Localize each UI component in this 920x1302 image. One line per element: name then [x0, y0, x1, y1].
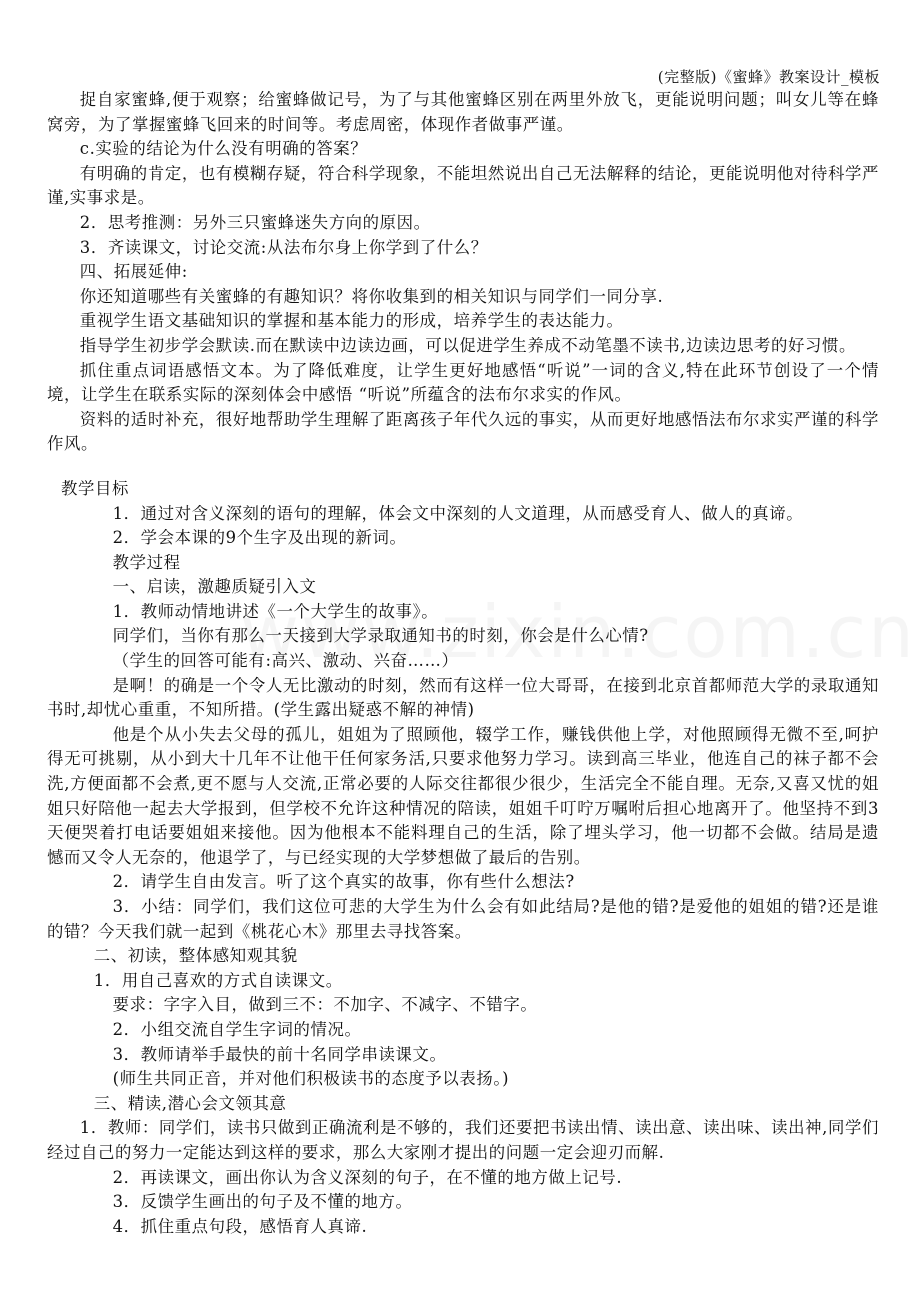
paragraph: （学生的回答可能有:高兴、激动、兴奋……） [112, 651, 459, 671]
paragraph: c.实验的结论为什么没有明确的答案？ [79, 139, 368, 159]
paragraph: 4．抓住重点句段，感悟育人真谛. [112, 1216, 368, 1236]
paragraph: 三、精读,潜心会文领其意 [93, 1093, 287, 1113]
paragraph: 指导学生初步学会默读.而在默读中边读边画，可以促进学生养成不动笔墨不读书,边读边思考的好习惯。 [79, 335, 856, 355]
paragraph: 2．请学生自由发言。听了这个真实的故事，你有些什么想法? [112, 872, 575, 892]
paragraph: 1．教师：同学们，读书只做到正确流利是不够的，我们还要把书读出情、读出意、读出味、读出神,同学们经过自己的努力一定能达到这样的要求，那么大家刚才提出的问题一定会迎刃而解. [47, 1118, 879, 1162]
paragraph: 2．再读课文，画出你认为含义深刻的句子，在不懂的地方做上记号. [112, 1167, 623, 1187]
paragraph: 1．用自己喜欢的方式自读课文。 [93, 970, 343, 990]
paragraph: 教学目标 [61, 478, 129, 498]
paragraph: (师生共同正音，并对他们积极读书的态度予以表扬。) [112, 1069, 510, 1089]
paragraph: 有明确的肯定，也有模糊存疑，符合科学现象，不能坦然说出自己无法解释的结论，更能说明他对待科学严谨,实事求是。 [47, 163, 879, 208]
paragraph: 1．通过对含义深刻的语句的理解，体会文中深刻的人文道理，从而感受育人、做人的真谛。 [112, 503, 804, 523]
document-body [47, 88, 879, 1239]
paragraph: 3．教师请举手最快的前十名同学串读课文。 [112, 1044, 447, 1064]
page-header: (完整版)《蜜蜂》教案设计_模板 [657, 68, 880, 86]
paragraph: 重视学生语文基础知识的掌握和基本能力的形成，培养学生的表达能力。 [79, 311, 624, 331]
paragraph: 1．教师动情地讲述《一个大学生的故事》。 [112, 601, 439, 621]
paragraph: 2．学会本课的9个生字及出现的新词。 [112, 528, 407, 548]
paragraph: 他是个从小失去父母的孤儿，姐姐为了照顾他，辍学工作，赚钱供他上学，对他照顾得无微不至,呵护得无可挑剔，从小到大十几年不让他干任何家务活,只要求他努力学习。读到高三毕业，他连自己的袜子都不会洗,方便面都不会煮,更不愿与人交流,正常必要的人际交往都很少很少，生活完全不能自理。无奈,又喜又忧的姐姐只好陪他一起去大学报到，但学校不允许这种情况的陪读，姐姐千叮咛万嘱咐后担心地离开了。他坚持不到3天便哭着打电话要姐姐来接他。因为他根本不能料理自己的生活，除了埋头学习，他一切都不会做。结局是遗憾而又令人无奈的，他退学了，与已经实现的大学梦想做了最后的告别。 [47, 724, 879, 867]
paragraph: 2．思考推测：另外三只蜜蜂迷失方向的原因。 [79, 212, 431, 232]
paragraph: 二、初读，整体感知观其貌 [93, 946, 298, 966]
paragraph: 教学过程 [112, 552, 181, 572]
section-gap [47, 457, 879, 477]
paragraph: 同学们，当你有那么一天接到大学录取通知书的时刻，你会是什么心情? [112, 626, 649, 646]
paragraph: 3．小结：同学们，我们这位可悲的大学生为什么会有如此结局?是他的错?是爱他的姐姐的错?还是谁的错？今天我们就一起到《桃花心木》那里去寻找答案。 [47, 897, 879, 941]
paragraph: 资料的适时补充，很好地帮助学生理解了距离孩子年代久远的事实，从而更好地感悟法布尔求实严谨的科学作风。 [47, 409, 879, 454]
paragraph: 捉自家蜜蜂,便于观察；给蜜蜂做记号，为了与其他蜜蜂区别在两里外放飞，更能说明问题；叫女儿等在蜂窝旁，为了掌握蜜蜂飞回来的时间等。考虑周密，体现作者做事严谨。 [47, 90, 879, 134]
paragraph: 一、启读，激趣质疑引入文 [112, 577, 317, 597]
paragraph: 2．小组交流自学生字词的情况。 [112, 1019, 362, 1039]
paragraph: 要求：字字入目，做到三不：不加字、不减字、不错字。 [112, 995, 538, 1015]
paragraph: 你还知道哪些有关蜜蜂的有趣知识？将你收集到的相关知识与同学们一同分享. [79, 286, 664, 306]
paragraph: 3．反馈学生画出的句子及不懂的地方。 [112, 1192, 413, 1212]
paragraph: 是啊！的确是一个令人无比激动的时刻，然而有这样一位大哥哥，在接到北京首都师范大学的录取通知书时,却忧心重重，不知所措。(学生露出疑惑不解的神情) [47, 675, 879, 720]
paragraph: 四、拓展延伸: [79, 262, 188, 282]
paragraph: 抓住重点词语感悟文本。为了降低难度，让学生更好地感悟“听说”一词的含义,特在此环节创设了一个情境，让学生在联系实际的深刻体会中感悟 “听说”所蕴含的法布尔求实的作风。 [47, 360, 879, 405]
paragraph: 3．齐读课文，讨论交流:从法布尔身上你学到了什么？ [79, 237, 488, 257]
